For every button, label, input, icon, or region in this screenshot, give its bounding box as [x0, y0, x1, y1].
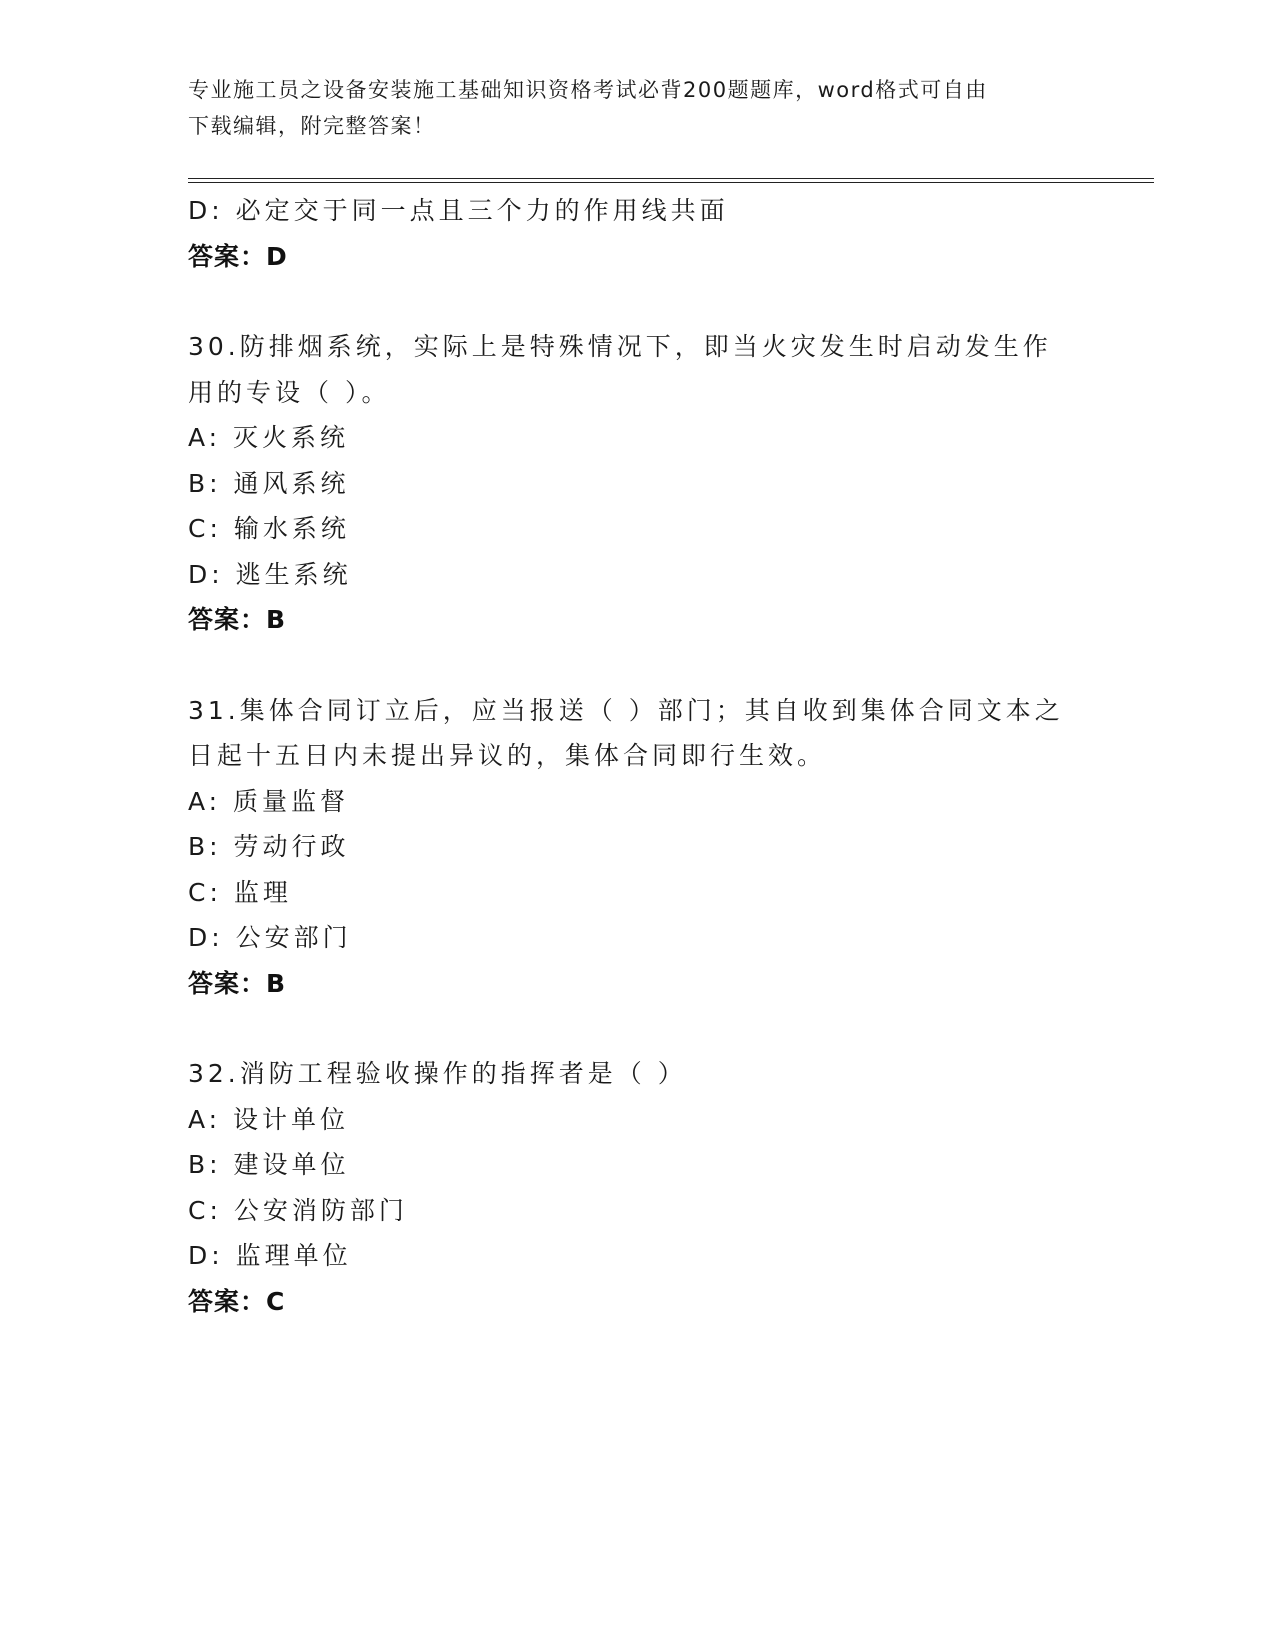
spacer [188, 1006, 1088, 1051]
option-b: B: 通风系统 [188, 468, 350, 498]
header-divider [188, 178, 1154, 183]
answer-line: 答案：D [188, 241, 288, 271]
option-d: D: 必定交于同一点且三个力的作用线共面 [188, 196, 729, 225]
option-a: A: 设计单位 [188, 1104, 350, 1134]
question-31 [188, 688, 1088, 1007]
spacer [188, 643, 1088, 688]
question-text: 32.消防工程验收操作的指挥者是（ ） [188, 1059, 687, 1088]
option-b: B: 劳动行政 [188, 832, 350, 861]
answer-line: 答案：C [188, 1286, 286, 1316]
option-d: D: 监理单位 [188, 1241, 352, 1270]
previous-question-tail [188, 188, 1088, 279]
option-b: B: 建设单位 [188, 1150, 350, 1179]
option-a: A: 灭火系统 [188, 423, 350, 452]
question-30 [188, 324, 1088, 643]
option-c: C: 监理 [188, 877, 292, 907]
question-text: 30.防排烟系统，实际上是特殊情况下，即当火灾发生时启动发生作用的专设（ ）。 [188, 332, 1052, 407]
question-content [188, 188, 1088, 1324]
option-a: A: 质量监督 [188, 786, 350, 816]
question-text: 31.集体合同订立后，应当报送（ ）部门；其自收到集体合同文本之日起十五日内未提出异议的，集体合同即行生效。 [188, 695, 1064, 770]
answer-line: 答案：B [188, 968, 287, 998]
question-32 [188, 1051, 1088, 1324]
header-title-line-2: 下载编辑，附完整答案！ [188, 114, 436, 138]
header-title-line-1: 专业施工员之设备安装施工基础知识资格考试必背200题题库，word格式可自由 [188, 78, 988, 102]
option-d: D: 公安部门 [188, 923, 352, 952]
option-c: C: 公安消防部门 [188, 1195, 408, 1225]
spacer [188, 279, 1088, 324]
answer-line: 答案：B [188, 605, 287, 634]
page-header [188, 72, 1068, 144]
option-d: D: 逃生系统 [188, 559, 352, 589]
option-c: C: 输水系统 [188, 514, 350, 543]
